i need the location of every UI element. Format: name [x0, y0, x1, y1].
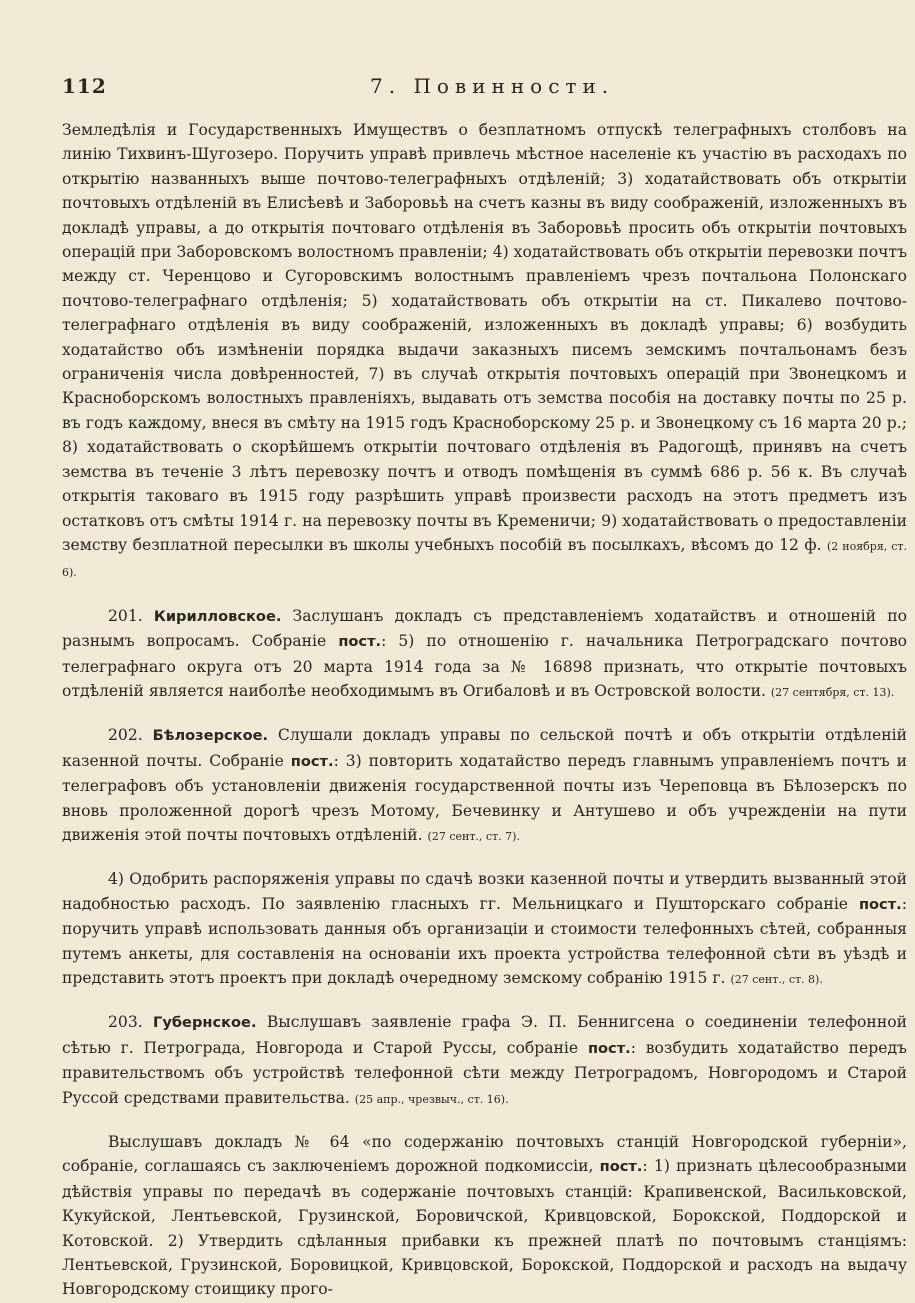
source-reference: (27 сентября, ст. 13).	[770, 685, 895, 699]
entry-201	[62, 604, 907, 706]
entry-district: Кирилловское.	[153, 607, 282, 625]
source-reference: (2 ноября, ст. 6).	[62, 539, 907, 580]
document-body	[62, 118, 907, 1302]
resolution-marker: пост.	[858, 895, 902, 913]
entry-text: Заслушанъ докладъ съ представленіемъ ходатайствъ и отношеній по разнымъ вопросамъ. Собраніе	[62, 606, 907, 651]
entry-text-continued: : 1) признать цѣлесообразными дѣйствія управы по передачѣ въ содержаніе почтовыхъ станцій: Крапивенской, Васильковской, Кукуйской, Лентьевской, Грузинской, Боровичской, Кривцовской, Борокской, Поддорской и Котовской. 2) Утвердить сдѣланныя прибавки къ прежней платѣ по почтовымъ станціямъ: Лентьевской, Грузинской, Боровицкой, Кривцовской, Борокской, Поддорской и расходъ на выдачу Новгородскому стоищику прого-	[62, 1157, 907, 1299]
entry-text-continued: : 5) по отношенію г. начальника Петроградскаго почтово телеграфнаго округа отъ 20 марта 1914 года за № 16898 признать, что открытіе почтовыхъ отдѣленій является наиболѣе необходимымъ въ Огибаловѣ и въ Островской волости.	[62, 632, 907, 700]
resolution-marker: пост.	[599, 1158, 643, 1176]
running-title: 7. Повинности.	[370, 74, 615, 98]
resolution-marker: пост.	[338, 633, 382, 651]
page-header	[62, 74, 907, 100]
entry-202	[62, 723, 907, 849]
entry-number: 202.	[108, 726, 143, 745]
source-reference: (27 сент., ст. 7).	[427, 829, 520, 843]
entry-district: Бѣлозерское.	[152, 727, 269, 745]
entry-text-continued: : поручить управѣ использовать данныя объ организаціи и стоимости телефонныхъ сѣтей, собранныя путемъ анкеты, для составленія на основаніи ихъ проекта устройства телефонной сѣти въ уѣздѣ и представить этотъ проектъ при докладѣ очередному земскому собранію 1915 г.	[62, 894, 907, 987]
resolution-marker: пост.	[290, 752, 334, 770]
source-reference: (27 сент., ст. 8).	[730, 973, 823, 986]
entry-text-continued: : 3) повторить ходатайство передъ главнымъ управленіемъ почтъ и телеграфовъ объ установленіи движенія государственной почты изъ Череповца въ Бѣлозерскъ по вновь проложенной дорогѣ чрезъ Мотому, Бечевинку и Антушево и объ учрежденіи на пути движенія этой почты почтовыхъ отдѣленій.	[62, 751, 907, 844]
entry-text-continued: : возбудить ходатайство передъ правительствомъ объ устройствѣ телефонной сѣти между Петроградомъ, Новгородомъ и Старой Руссой средствами правительства.	[62, 1038, 907, 1107]
entry-text: Выслушавъ заявленіе графа Э. П. Беннигсена о соединеніи телефонной сѣтью г. Петрограда, Новгорода и Старой Руссы, собраніе	[62, 1013, 907, 1057]
paragraph-text: Земледѣлія и Государственныхъ Имуществъ о безплатномъ отпускѣ телеграфныхъ столбовъ на линію Тихвинъ-Шугозеро. Поручить управѣ привлечь мѣстное населеніе къ участію въ расходахъ по открытію названныхъ выше почтово-телеграфныхъ отдѣленій; 3) ходатайствовать объ открытіи почтовыхъ отдѣленій въ Елисѣевѣ и Заборовьѣ на счетъ казны въ виду соображеній, изложенныхъ въ докладѣ управы, а до открытія почтоваго отдѣленія въ Заборовьѣ просить объ открытіи почтовыхъ операцій при Заборовскомъ волостномъ правленіи; 4) ходатайствовать объ открытіи перевозки почтъ между ст. Черенцово и Сугоровскимъ волостнымъ правленіемъ чрезъ почтальона Полонскаго почтово-телеграфнаго отдѣленія; 5) ходатайствовать объ открытіи на ст. Пикалево почтово-телеграфнаго отдѣленія въ виду соображеній, изложенныхъ въ докладѣ управы; 6) возбудить ходатайство объ измѣненіи порядка выдачи заказныхъ писемъ земскимъ почтальонамъ безъ ограниченія числа довѣренностей, 7) въ случаѣ открытія почтовыхъ операцій при Звонецкомъ и Красноборскомъ волостныхъ правленіяхъ, выдавать отъ земства пособія на доставку почты по 25 р. въ годъ каждому, внеся въ смѣту на 1915 годъ Красноборскому 25 р. и Звонецкому съ 16 марта 20 р.; 8) ходатайствовать о скорѣйшемъ открытіи почтоваго отдѣленія въ Радогощѣ, принявъ на счетъ земства въ теченіе 3 лѣтъ перевозку почтъ и отводъ помѣщенія въ суммѣ 686 р. 56 к. Въ случаѣ открытія таковаго въ 1915 году разрѣшить управѣ произвести расходъ на этотъ предметъ изъ остатковъ отъ смѣты 1914 г. на перевозку почты въ Кременичи; 9) ходатайствовать о предоставленіи земству безплатной пересылки въ школы учебныхъ пособій въ посылкахъ, вѣсомъ до 12 ф.	[62, 121, 907, 554]
entry-number: 201.	[108, 606, 143, 625]
entry-district: Губернское.	[153, 1014, 257, 1032]
entry-text: Выслушавъ докладъ № 64 «по содержанію почтовыхъ станцій Новгородской губерніи», собраніе, соглашаясь съ заключеніемъ дорожной подкомиссіи,	[62, 1133, 907, 1176]
entry-number: 203.	[108, 1013, 143, 1032]
entry-203	[62, 1010, 907, 1112]
entry-text: Слушали докладъ управы по сельской почтѣ и объ открытіи отдѣленій казенной почты. Собраніе	[62, 726, 907, 770]
entry-text: 4) Одобрить распоряженія управы по сдачѣ возки казенной почты и утвердить вызванный этой надобностью расходъ. По заявленію гласныхъ гг. Мельницкаго и Пушторскаго собраніе	[62, 870, 907, 913]
resolution-marker: пост.	[587, 1039, 631, 1057]
source-reference: (25 апр., чрезвыч., ст. 16).	[354, 1092, 509, 1106]
paragraph-continuation	[62, 118, 907, 586]
entry-203-report-64	[62, 1130, 907, 1302]
page-number: 112	[62, 74, 107, 98]
entry-202-item-4	[62, 867, 907, 992]
